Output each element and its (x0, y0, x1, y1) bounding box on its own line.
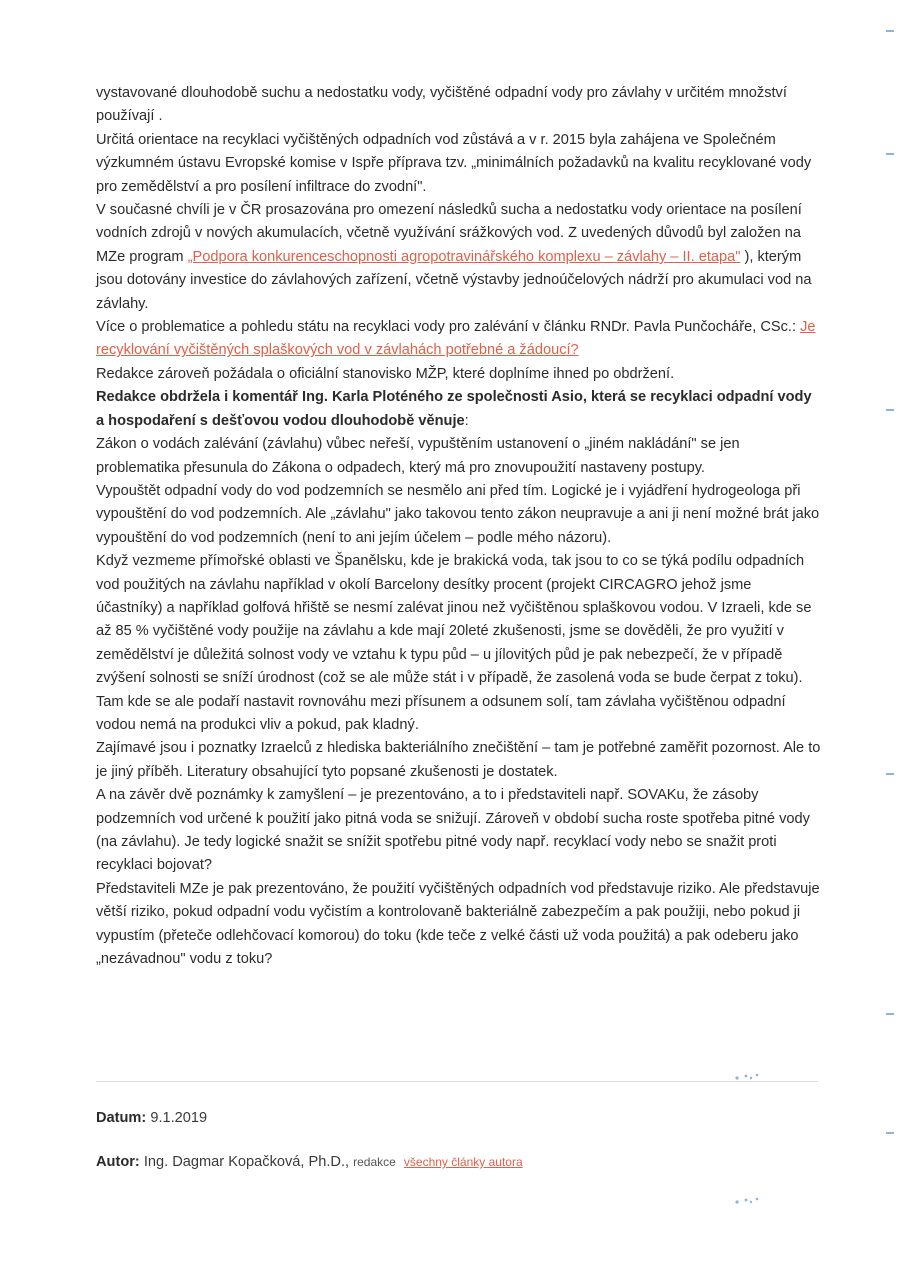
scan-speck-icon (733, 1072, 767, 1082)
all-articles-link[interactable]: všechny články autora (403, 1155, 523, 1169)
date-line (96, 1108, 207, 1128)
scan-edge-mark (886, 773, 894, 775)
date-label: Datum: (96, 1110, 147, 1126)
scan-edge-mark (886, 30, 894, 32)
scan-speck-icon (733, 1196, 767, 1206)
paragraph-5: Redakce zároveň požádala o oficiální stanovisko MŽP, které doplníme ihned po obdržení. (96, 365, 675, 382)
author-role: redakce (353, 1155, 396, 1169)
author-line (96, 1152, 523, 1172)
paragraph-3 (96, 199, 821, 316)
paragraph-9: Když vezmeme přímořské oblasti ve Španělsku, kde je brakická voda, tak jsou to co se týká podílu odpadních vod použitých na závlahu například v okolí Barcelony desítky procent (projekt CIRCAGRO jehož jsme účastníky) a například golfová hřiště se nesmí zalévat jinou než vyčištěnou splaškovou vodou. V Izraeli, kde se až 85 % vyčištěné vody použije na závlahu a kde mají 20leté zkušenosti, jsme se dověděli, že pro využití v zemědělství je důležitá solnost vody ve vztahu k typu půd – u jílovitých půd je pak nebezpečí, že v případě zvýšení solnosti se sníží úrodnost (což se ale může stát i v případě, že zasolená voda se bude čerpat z toku). Tam kde se ale podaří nastavit rovnováhu mezi přísunem a odsunem solí, tam závlaha vyčištěnou odpadní vodou nemá na produkci vliv a pokud, pak kladný. (96, 553, 812, 733)
paragraph-4 (96, 316, 821, 363)
comment-intro-colon: : (464, 412, 469, 429)
date-value: 9.1.2019 (150, 1110, 208, 1126)
paragraph-4-text: Více o problematice a pohledu státu na recyklaci vody pro zalévání v článku RNDr. Pavla Punčocháře, CSc.: (96, 319, 801, 336)
program-link[interactable]: „Podpora konkurenceschopnosti agropotravinářského komplexu – závlahy – II. etapa" (187, 248, 741, 265)
paragraph-1: vystavované dlouhodobě suchu a nedostatku vody, vyčištěné odpadní vody pro závlahy v určitém množství používají . (96, 85, 787, 125)
paragraph-11: A na závěr dvě poznámky k zamyšlení – je prezentováno, a to i představiteli např. SOVAKu, že zásoby podzemních vod určené k použití jako pitná voda se snižují. Zároveň v období sucha roste spotřeba pitné vody (na závlahu). Je tedy logické snažit se snížit spotřebu pitné vody např. recyklací vody nebo se snažit proti recyklaci bojovat? (96, 787, 810, 874)
scan-edge-mark (886, 1013, 894, 1015)
scan-edge-mark (886, 409, 894, 411)
paragraph-10: Zajímavé jsou i poznatky Izraelců z hlediska bakteriálního znečištění – tam je potřebné zaměřit pozornost. Ale to je jiný příběh. Literatury obsahující tyto popsané zkušenosti je dostatek. (96, 740, 821, 780)
related-article-link[interactable]: Je recyklování vyčištěných splaškových vod v závlahách potřebné a žádoucí? (96, 319, 816, 359)
scan-edge-mark (886, 1132, 894, 1134)
paragraph-12: Představiteli MZe je pak prezentováno, že použití vyčištěných odpadních vod představuje riziko. Ale představuje větší riziko, pokud odpadní vodu vyčistím a kontrolovaně bakteriálně zabezpečím a pak použiji, nebo pokud ji vypustím (přeteče odlehčovací komorou) do toku (kde teče z velké části už voda použitá) a pak odeberu jako „nezávadnou" vodu z toku? (96, 880, 820, 968)
author-label: Autor: (96, 1154, 140, 1170)
comment-intro-bold: Redakce obdržela i komentář Ing. Karla Ploténého ze společnosti Asio, která se recyklaci odpadní vody a hospodaření s dešťovou vodou dlouhodobě věnuje (96, 389, 812, 429)
paragraph-2: Určitá orientace na recyklaci vyčištěných odpadních vod zůstává a v r. 2015 byla zahájena ve Společném výzkumném ústavu Evropské komise v Ispře příprava tzv. „minimálních požadavků na kvalitu recyklované vody pro zemědělství a pro posílení infiltrace do zvodní". (96, 131, 812, 195)
article-body (96, 82, 821, 971)
paragraph-3-text-a: V současné chvíli je v ČR prosazována pro omezení následků sucha a nedostatku vody orientace na posílení vodních zdrojů v nových akumulacích, včetně využívání srážkových vod. Z uvedených důvodů byl založen na MZe program (96, 202, 802, 265)
paragraph-6 (96, 386, 821, 433)
section-divider (96, 1081, 818, 1082)
paragraph-8: Vypouštět odpadní vody do vod podzemních se nesmělo ani před tím. Logické je i vyjádření hydrogeologa při vypouštění do vod podzemních. Ale „závlahu" jako takovou tento zákon neupravuje a ani ji není možné brát jako vypouštění do vod podzemních (není to ani jejím účelem – podle mého názoru). (96, 482, 820, 546)
scan-edge-mark (886, 153, 894, 155)
paragraph-7: Zákon o vodách zalévání (závlahu) vůbec neřeší, vypuštěním ustanovení o „jiném nakládání" se jen problematika přesunula do Zákona o odpadech, který má pro znovupoužití nastaveny postupy. (96, 436, 740, 476)
paragraph-3-text-b: ), kterým jsou dotovány investice do závlahových zařízení, včetně výstavby jednoúčelových nádrží pro akumulaci vod na závlahy. (96, 248, 812, 312)
author-name: Ing. Dagmar Kopačková, Ph.D., (143, 1154, 350, 1170)
